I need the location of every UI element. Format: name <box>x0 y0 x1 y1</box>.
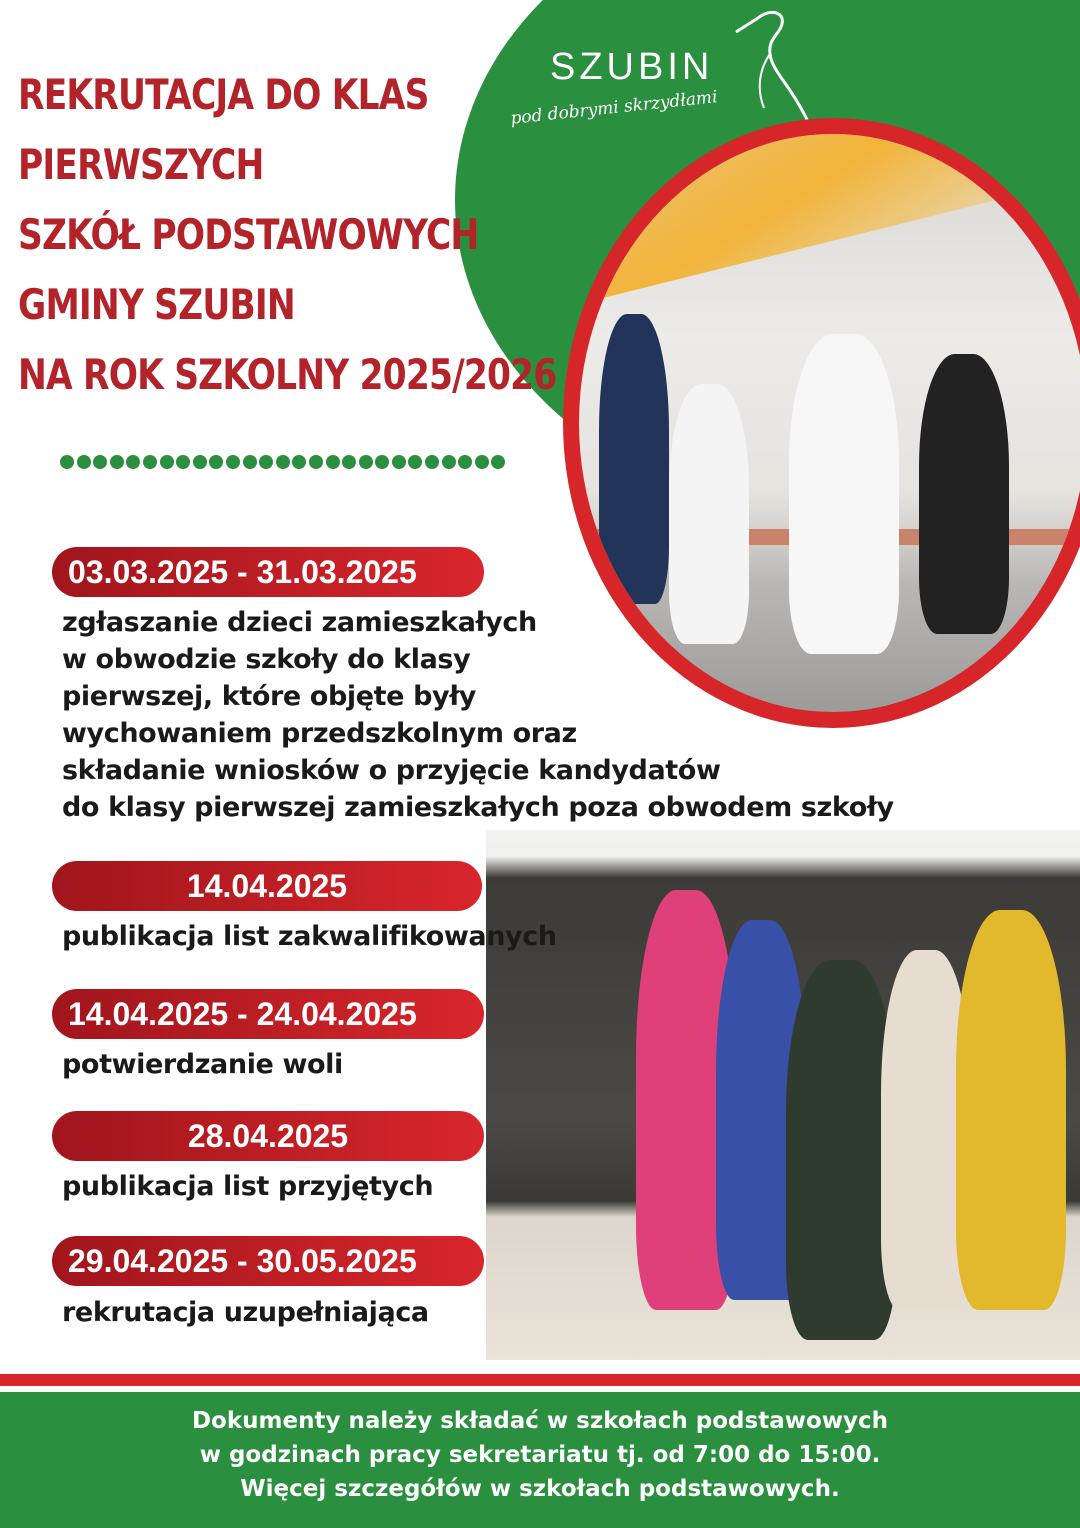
description-line: w obwodzie szkoły do klasy <box>62 644 471 675</box>
separator-dot <box>160 455 174 469</box>
title-line: SZKÓŁ PODSTAWOWYCH <box>18 210 479 259</box>
separator-dot <box>226 455 240 469</box>
separator-dot <box>375 455 389 469</box>
logo-tagline: pod dobrymi skrzydłami <box>509 87 719 129</box>
photo-child-figure <box>956 910 1066 1310</box>
date-badge: 28.04.2025 <box>52 1111 484 1161</box>
date-badge: 03.03.2025 - 31.03.2025 <box>52 547 484 597</box>
separator-dot <box>326 455 340 469</box>
separator-dot <box>60 455 74 469</box>
separator-dot <box>93 455 107 469</box>
schedule-description <box>62 918 557 955</box>
separator-dot <box>342 455 356 469</box>
separator-dot <box>276 455 290 469</box>
description-line: pierwszej, które objęte były <box>62 681 477 712</box>
title-line: PIERWSZYCH <box>18 140 264 189</box>
description-line: wychowaniem przedszkolnym oraz <box>62 718 577 749</box>
separator-dot <box>143 455 157 469</box>
photo-children-with-teacher <box>486 830 1080 1360</box>
title-line: NA ROK SZKOLNY 2025/2026 <box>18 350 557 399</box>
separator-dot <box>425 455 439 469</box>
dot-separator <box>60 455 505 469</box>
separator-dot <box>408 455 422 469</box>
photo-ceiling <box>579 118 1080 304</box>
photo-child-figure <box>599 314 669 604</box>
separator-dot <box>176 455 190 469</box>
schedule-description <box>62 1046 343 1083</box>
separator-dot <box>209 455 223 469</box>
description-line: zgłaszanie dzieci zamieszkałych <box>62 607 537 638</box>
photo-child-figure <box>919 354 1009 634</box>
separator-dot <box>193 455 207 469</box>
separator-dot <box>392 455 406 469</box>
schedule-description <box>62 1294 429 1331</box>
description-line: potwierdzanie woli <box>62 1049 343 1080</box>
footer-line: w godzinach pracy sekretariatu tj. od 7:00 do 15:00. <box>199 1442 881 1468</box>
description-line: publikacja list przyjętych <box>62 1171 434 1202</box>
date-badge: 14.04.2025 - 24.04.2025 <box>52 989 484 1039</box>
footer-note <box>0 1392 1080 1528</box>
photo-child-figure <box>786 960 896 1340</box>
separator-dot <box>243 455 257 469</box>
description-line: do klasy pierwszej zamieszkałych poza obwodem szkoły <box>62 792 894 823</box>
description-line: publikacja list zakwalifikowanych <box>62 921 557 952</box>
footer-line: Więcej szczegółów w szkołach podstawowych. <box>240 1476 840 1502</box>
date-badge: 14.04.2025 <box>52 861 482 911</box>
szubin-logo <box>509 8 820 129</box>
page-title <box>18 60 556 410</box>
separator-dot <box>126 455 140 469</box>
description-line: składanie wniosków o przyjęcie kandydatów <box>62 755 721 786</box>
separator-dot <box>491 455 505 469</box>
separator-dot <box>475 455 489 469</box>
separator-dot <box>458 455 472 469</box>
separator-dot <box>359 455 373 469</box>
stork-icon <box>730 8 820 128</box>
separator-dot <box>259 455 273 469</box>
separator-dot <box>309 455 323 469</box>
separator-dot <box>110 455 124 469</box>
footer-line: Dokumenty należy składać w szkołach podstawowych <box>191 1408 889 1434</box>
title-line: REKRUTACJA DO KLAS <box>18 70 429 119</box>
date-badge: 29.04.2025 - 30.05.2025 <box>52 1236 484 1286</box>
logo-name: SZUBIN <box>550 46 714 88</box>
schedule-description <box>62 604 894 826</box>
red-divider <box>0 1374 1080 1386</box>
separator-dot <box>77 455 91 469</box>
separator-dot <box>292 455 306 469</box>
title-line: GMINY SZUBIN <box>18 280 295 329</box>
schedule-description <box>62 1168 433 1205</box>
separator-dot <box>442 455 456 469</box>
description-line: rekrutacja uzupełniająca <box>62 1297 429 1328</box>
